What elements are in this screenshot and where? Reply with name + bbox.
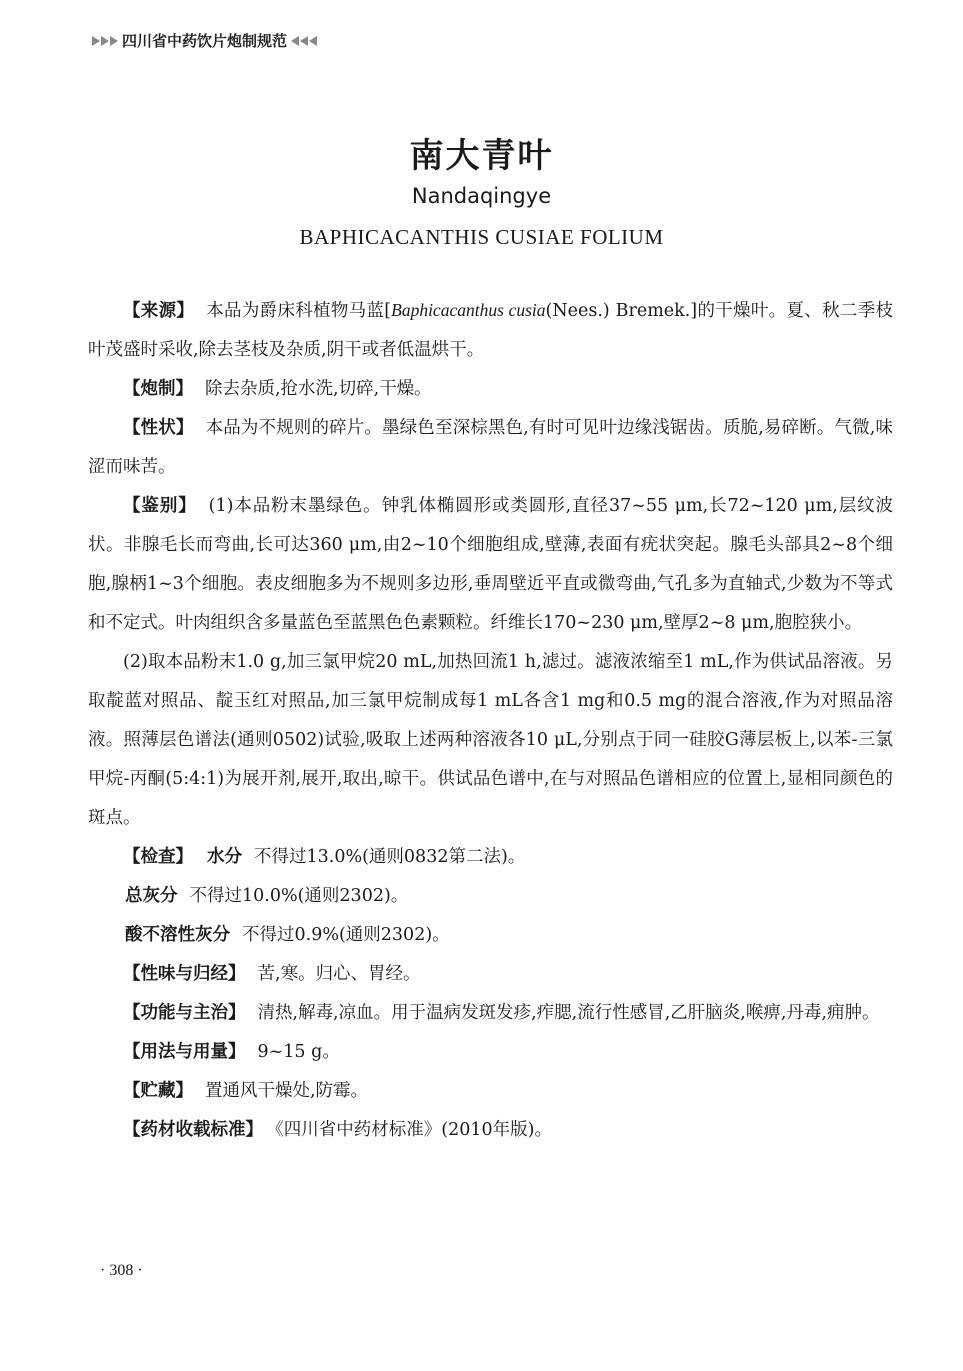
moisture-text: 不得过13.0%(通则0832第二法)。	[254, 847, 526, 867]
total-ash-text: 不得过10.0%(通则2302)。	[189, 886, 409, 906]
processing-text: 除去杂质,抢水洗,切碎,干燥。	[205, 379, 432, 399]
processing-heading: 【炮制】	[123, 379, 193, 399]
identification-heading: 【鉴别】	[123, 496, 197, 516]
inspection-total-ash	[88, 877, 893, 916]
acid-ash-label: 酸不溶性灰分	[125, 925, 230, 945]
right-arrows-icon	[92, 36, 118, 46]
left-arrows-icon	[291, 36, 317, 46]
moisture-label: 水分	[207, 847, 242, 867]
description-heading: 【性状】	[123, 418, 194, 438]
section-identification	[88, 487, 893, 643]
section-function	[88, 994, 893, 1033]
section-processing	[88, 370, 893, 409]
section-dosage	[88, 1033, 893, 1072]
source-text-b: (Nees.) Bremek.]的干燥叶。夏、秋二季枝叶茂盛时采收,除去茎枝及杂质,阴干或者低温烘干。	[88, 301, 894, 360]
identification-text-1: (1)本品粉末墨绿色。钟乳体椭圆形或类圆形,直径37~55 μm,长72~120 μm,层纹波状。非腺毛长而弯曲,长可达360 μm,由2~10个细胞组成,壁薄,表面有疣状突起。腺毛头部具2~8个细胞,腺柄1~3个细胞。表皮细胞多为不规则多边形,垂周壁近平直或微弯曲,气孔多为直轴式,少数为不等式和不定式。叶肉组织含多量蓝色至蓝黑色色素颗粒。纤维长170~230 μm,壁厚2~8 μm,胞腔狭小。	[88, 496, 894, 633]
function-text: 清热,解毒,凉血。用于温病发斑发疹,痄腮,流行性感冒,乙肝脑炎,喉痹,丹毒,痈肿。	[257, 1003, 880, 1023]
storage-heading: 【贮藏】	[123, 1081, 193, 1101]
section-inspection	[88, 838, 893, 877]
source-text-a: 本品为爵床科植物马蓝[	[206, 301, 392, 321]
identification-paragraph-2	[88, 643, 893, 838]
entry-pinyin: Nandaqingye	[411, 184, 552, 208]
identification-text-2: (2)取本品粉末1.0 g,加三氯甲烷20 mL,加热回流1 h,滤过。滤液浓缩至1 mL,作为供试品溶液。另取靛蓝对照品、靛玉红对照品,加三氯甲烷制成每1 mL各含1 mg和0.5 mg的混合溶液,作为对照品溶液。照薄层色谱法(通则0502)试验,吸取上述两种溶液各10 μL,分别点于同一硅胶G薄层板上,以苯-三氯甲烷-丙酮(5:4:1)为展开剂,展开,取出,晾干。供试品色谱中,在与对照品色谱相应的位置上,显相同颜色的斑点。	[88, 652, 893, 828]
nature-text: 苦,寒。归心、胃经。	[257, 964, 421, 984]
section-description	[88, 409, 893, 487]
section-storage	[88, 1072, 893, 1111]
book-title: 四川省中药饮片炮制规范	[122, 32, 288, 50]
inspection-acid-ash	[88, 916, 893, 955]
nature-heading: 【性味与归经】	[123, 964, 246, 984]
source-heading: 【来源】	[123, 301, 195, 321]
dosage-text: 9~15 g。	[257, 1042, 340, 1062]
description-text: 本品为不规则的碎片。墨绿色至深棕黑色,有时可见叶边缘浅锯齿。质脆,易碎断。气微,味涩而味苦。	[88, 418, 894, 477]
storage-text: 置通风干燥处,防霉。	[205, 1081, 369, 1101]
running-header	[92, 30, 317, 51]
total-ash-label: 总灰分	[125, 886, 178, 906]
inspection-heading: 【检查】	[123, 847, 193, 867]
dosage-heading: 【用法与用量】	[123, 1042, 246, 1062]
entry-title: 南大青叶	[409, 136, 554, 176]
page-number: · 308 ·	[100, 1262, 143, 1279]
entry-latin-name: BAPHICACANTHIS CUSIAE FOLIUM	[299, 225, 664, 249]
acid-ash-text: 不得过0.9%(通则2302)。	[242, 925, 450, 945]
source-species: Baphicacanthus cusia	[391, 300, 546, 320]
section-nature	[88, 955, 893, 994]
monograph-body	[88, 291, 893, 1150]
function-heading: 【功能与主治】	[123, 1003, 246, 1023]
section-standard	[88, 1111, 893, 1150]
section-source	[88, 291, 893, 370]
standard-text: 《四川省中药材标准》(2010年版)。	[275, 1120, 552, 1140]
standard-heading: 【药材收载标准】	[123, 1120, 263, 1140]
